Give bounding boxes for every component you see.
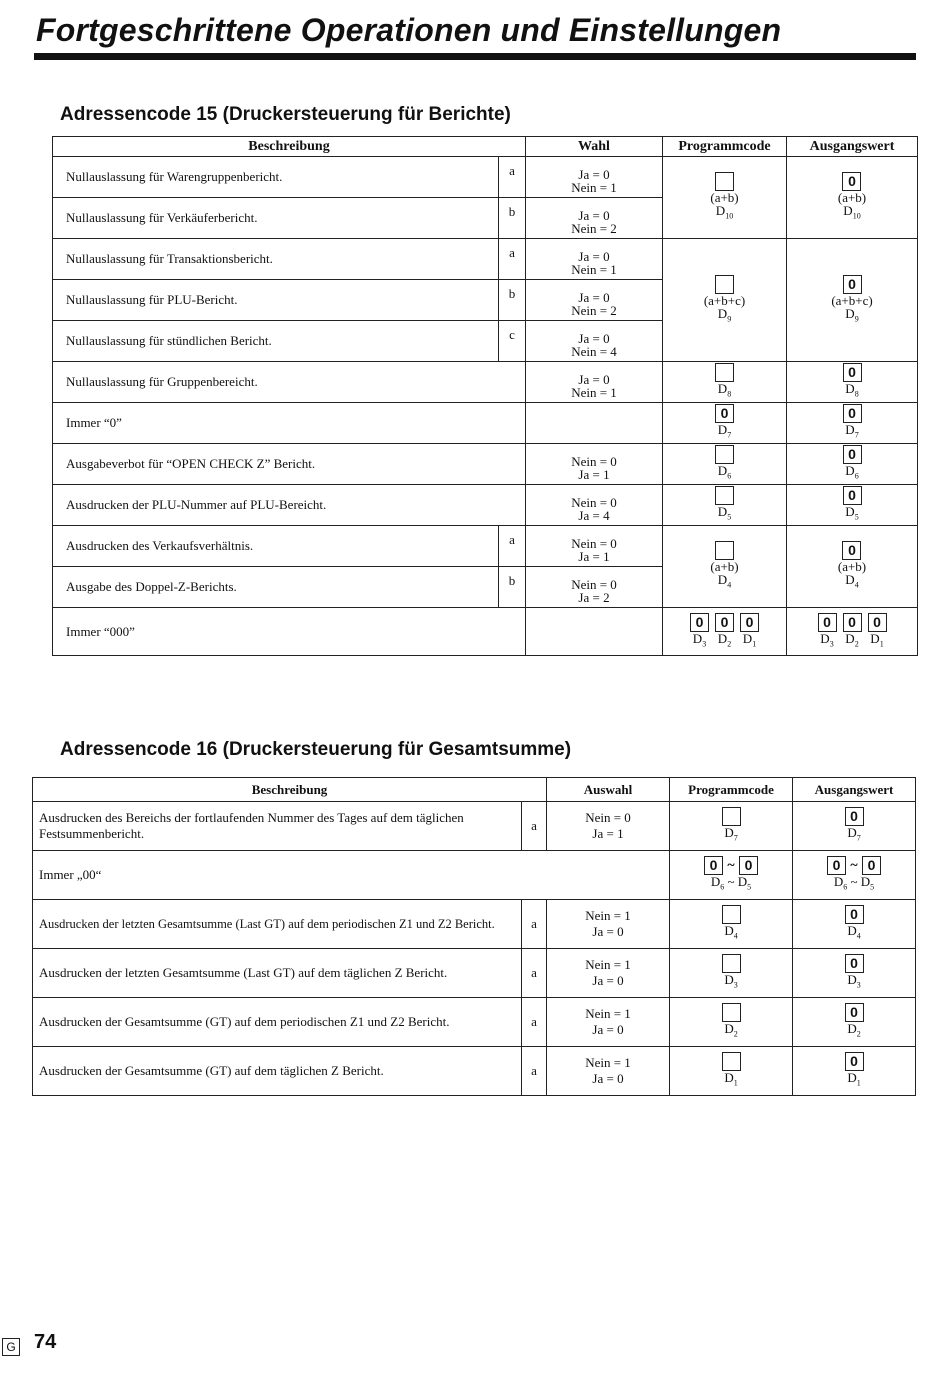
option-2: Ja = 4: [578, 508, 610, 523]
default-value-d6-d5: [793, 851, 916, 900]
digit-range-label: $D_6$ ~ $D_5$: [710, 874, 752, 892]
option-2: Ja = 2: [578, 590, 610, 605]
value-box: 0: [845, 807, 864, 826]
digit-label: $D_3$: [724, 972, 738, 990]
program-code-d4: [663, 526, 787, 608]
program-code-d3: [670, 949, 793, 998]
digit-label: $D_3$: [692, 630, 707, 649]
digit-label: $D_9$: [717, 305, 732, 324]
value-box: 0: [843, 486, 862, 505]
value-box: 0: [843, 404, 862, 423]
row-description: Immer „00“: [33, 851, 670, 900]
default-value-d6: [787, 444, 918, 485]
row-description: Ausdrucken des Bereichs der fortlaufenden Nummer des Tages auf dem täglichen Festsummenbericht.: [33, 802, 522, 851]
option-1: Nein = 0: [571, 577, 617, 592]
value-box: 0: [827, 856, 846, 875]
option-2: Nein = 4: [571, 344, 617, 359]
table-row: [53, 157, 918, 198]
sum-label: (a+b+c): [703, 292, 746, 308]
digit-label: $D_2$: [717, 630, 732, 649]
row-options: [526, 198, 663, 239]
digit-label: $D_5$: [717, 504, 732, 522]
option-1: Nein = 1: [585, 1055, 631, 1070]
address-code-15-table: [52, 136, 918, 656]
row-options: [547, 949, 670, 998]
option-2: Ja = 1: [578, 467, 610, 482]
input-box: [722, 807, 741, 826]
address-code-16-table: [32, 777, 916, 1096]
table-row: [33, 1047, 916, 1096]
default-value-d2: [793, 998, 916, 1047]
value-box: 0: [845, 905, 864, 924]
option-1: Nein = 0: [585, 810, 631, 825]
section-15-title: Adressencode 15 (Druckersteuerung für Berichte): [60, 104, 511, 125]
digit-label: $D_7$: [847, 825, 861, 843]
row-options: [547, 802, 670, 851]
tilde-symbol: ~: [727, 857, 735, 873]
table-row: [33, 802, 916, 851]
value-box: 0: [843, 613, 862, 632]
input-box: [722, 1052, 741, 1071]
program-code-d7: [670, 802, 793, 851]
value-box: 0: [818, 613, 837, 632]
input-box: [722, 954, 741, 973]
row-options: [547, 900, 670, 949]
row-sub-label: a: [522, 900, 547, 949]
option-1: Nein = 0: [571, 536, 617, 551]
row-options: [526, 485, 663, 526]
row-sub-label: c: [499, 321, 526, 362]
value-box: 0: [842, 172, 861, 191]
input-box: [715, 172, 734, 191]
header-program-code: Programmcode: [670, 778, 793, 802]
row-description: Ausdrucken der letzten Gesamtsumme (Last GT) auf dem periodischen Z1 und Z2 Bericht.: [33, 900, 522, 949]
row-options: [526, 608, 663, 656]
header-default-value: Ausgangswert: [787, 137, 918, 157]
row-description: Ausdrucken des Verkaufsverhältnis.: [53, 526, 499, 567]
digit-label: $D_4$: [717, 572, 732, 590]
row-description: Nullauslassung für stündlichen Bericht.: [53, 321, 499, 362]
header-choice: Wahl: [526, 137, 663, 157]
table-row: [53, 485, 918, 526]
option-1: Ja = 0: [578, 372, 610, 387]
digit-label: $D_3$: [847, 972, 861, 990]
value-box: 0: [843, 275, 862, 294]
sum-label: (a+b): [837, 559, 867, 575]
option-1: Nein = 0: [571, 454, 617, 469]
digit-label: $D_1$: [742, 630, 757, 649]
option-1: Ja = 0: [578, 290, 610, 305]
digit-label: $D_1$: [870, 630, 884, 649]
option-2: Ja = 1: [592, 826, 624, 841]
row-sub-label: a: [499, 239, 526, 280]
option-2: Ja = 0: [592, 1071, 624, 1086]
row-options: [526, 280, 663, 321]
input-box: [715, 541, 734, 560]
table-row: [33, 900, 916, 949]
option-2: Ja = 0: [592, 1022, 624, 1037]
program-code-d8: [663, 362, 787, 403]
header-choice: Auswahl: [547, 778, 670, 802]
digit-label: $D_2$: [724, 1021, 738, 1039]
input-box: [722, 1003, 741, 1022]
table-row: [53, 444, 918, 485]
program-code-d7: [663, 403, 787, 444]
option-1: Ja = 0: [578, 331, 610, 346]
row-description: Nullauslassung für Verkäuferbericht.: [53, 198, 499, 239]
digit-label: $D_4$: [724, 923, 738, 941]
fixed-value-box: 0: [739, 856, 758, 875]
digit-label: $D_2$: [847, 1021, 861, 1039]
row-description: Ausgabeverbot für “OPEN CHECK Z” Bericht.: [53, 444, 526, 485]
row-sub-label: a: [522, 949, 547, 998]
row-description: Nullauslassung für Gruppenbereicht.: [53, 362, 526, 403]
digit-label: $D_2$: [845, 630, 859, 649]
default-value-d1: [793, 1047, 916, 1096]
program-code-d4: [670, 900, 793, 949]
digit-label: $D_3$: [820, 630, 834, 649]
row-description: Ausgabe des Doppel-Z-Berichts.: [53, 567, 499, 608]
option-2: Nein = 2: [571, 221, 617, 236]
row-sub-label: b: [499, 567, 526, 608]
digit-range-label: $D_6$ ~ $D_5$: [833, 874, 875, 892]
row-options: [526, 567, 663, 608]
table-row: [33, 851, 916, 900]
input-box: [715, 275, 734, 294]
header-description: Beschreibung: [53, 137, 526, 157]
input-box: [715, 445, 734, 464]
default-value-d10: [787, 157, 918, 239]
row-description: Immer “000”: [53, 608, 526, 656]
row-options: [547, 1047, 670, 1096]
value-box: 0: [843, 363, 862, 382]
default-value-d7: [793, 802, 916, 851]
option-1: Nein = 1: [585, 908, 631, 923]
value-box: 0: [868, 613, 887, 632]
option-1: Nein = 0: [571, 495, 617, 510]
table-header-row: [53, 137, 918, 157]
row-description: Ausdrucken der PLU-Nummer auf PLU-Bereicht.: [53, 485, 526, 526]
row-description: Ausdrucken der Gesamtsumme (GT) auf dem täglichen Z Bericht.: [33, 1047, 522, 1096]
digit-label: $D_4$: [845, 572, 859, 590]
digit-label: $D_1$: [847, 1070, 861, 1088]
table-row: [53, 526, 918, 567]
input-box: [722, 905, 741, 924]
sum-label: (a+b+c): [831, 292, 873, 308]
option-2: Nein = 1: [571, 385, 617, 400]
header-default-value: Ausgangswert: [793, 778, 916, 802]
input-box: [715, 486, 734, 505]
digit-label: $D_4$: [847, 923, 861, 941]
section-16-title: Adressencode 16 (Druckersteuerung für Gesamtsumme): [60, 739, 572, 760]
digit-label: $D_{10}$: [715, 203, 734, 221]
digit-label: $D_8$: [845, 381, 859, 399]
value-box: 0: [862, 856, 881, 875]
row-description: Nullauslassung für Transaktionsbericht.: [53, 239, 499, 280]
value-box: 0: [845, 954, 864, 973]
table-header-row: [33, 778, 916, 802]
table-row: [33, 998, 916, 1047]
digit-label: $D_6$: [845, 463, 859, 481]
value-box: 0: [845, 1052, 864, 1071]
default-value-d3-d1: [787, 608, 918, 656]
row-options: [526, 239, 663, 280]
row-options: [526, 444, 663, 485]
option-2: Nein = 1: [571, 180, 617, 195]
fixed-value-box: 0: [704, 856, 723, 875]
digit-label: $D_8$: [717, 381, 732, 399]
digit-label: $D_{10}$: [843, 203, 861, 221]
title-rule: [34, 53, 916, 60]
row-options: [526, 321, 663, 362]
table-row: [53, 362, 918, 403]
option-2: Ja = 0: [592, 973, 624, 988]
digit-label: $D_1$: [724, 1070, 738, 1088]
digit-label: $D_7$: [845, 422, 859, 440]
option-1: Ja = 0: [578, 249, 610, 264]
row-options: [526, 526, 663, 567]
default-value-d8: [787, 362, 918, 403]
fixed-value-box: 0: [740, 613, 759, 632]
program-code-d1: [670, 1047, 793, 1096]
row-sub-label: b: [499, 198, 526, 239]
row-options: [526, 157, 663, 198]
header-description: Beschreibung: [33, 778, 547, 802]
row-description: Immer “0”: [53, 403, 526, 444]
sum-label: (a+b): [710, 190, 739, 206]
default-value-d4: [793, 900, 916, 949]
option-2: Ja = 1: [578, 549, 610, 564]
option-1: Nein = 1: [585, 957, 631, 972]
row-sub-label: a: [522, 802, 547, 851]
digit-label: $D_7$: [724, 825, 738, 843]
option-1: Nein = 1: [585, 1006, 631, 1021]
row-sub-label: a: [522, 998, 547, 1047]
fixed-value-box: 0: [690, 613, 709, 632]
page-title: Fortgeschrittene Operationen und Einstellungen: [36, 12, 782, 48]
program-code-d3-d1: [663, 608, 787, 656]
program-code-d9: [663, 239, 787, 362]
language-marker: G: [2, 1338, 20, 1356]
row-sub-label: a: [499, 526, 526, 567]
fixed-value-box: 0: [715, 404, 734, 423]
default-value-d5: [787, 485, 918, 526]
program-code-d6-d5: [670, 851, 793, 900]
default-value-d4: [787, 526, 918, 608]
option-2: Nein = 1: [571, 262, 617, 277]
program-code-d2: [670, 998, 793, 1047]
input-box: [715, 363, 734, 382]
sum-label: (a+b): [710, 559, 739, 575]
option-1: Ja = 0: [578, 167, 610, 182]
row-options: [526, 403, 663, 444]
table-row: [33, 949, 916, 998]
value-box: 0: [843, 445, 862, 464]
option-2: Nein = 2: [571, 303, 617, 318]
default-value-d9: [787, 239, 918, 362]
value-box: 0: [842, 541, 861, 560]
row-options: [547, 998, 670, 1047]
value-box: 0: [845, 1003, 864, 1022]
row-description: Ausdrucken der Gesamtsumme (GT) auf dem periodischen Z1 und Z2 Bericht.: [33, 998, 522, 1047]
digit-label: $D_6$: [717, 463, 732, 481]
table-row: [53, 403, 918, 444]
program-code-d6: [663, 444, 787, 485]
option-1: Ja = 0: [578, 208, 610, 223]
digit-label: $D_7$: [717, 422, 732, 440]
header-program-code: Programmcode: [663, 137, 787, 157]
row-sub-label: a: [499, 157, 526, 198]
page-number: 74: [34, 1331, 57, 1353]
row-sub-label: b: [499, 280, 526, 321]
digit-label: $D_5$: [845, 504, 859, 522]
fixed-value-box: 0: [715, 613, 734, 632]
row-description: Ausdrucken der letzten Gesamtsumme (Last GT) auf dem täglichen Z Bericht.: [33, 949, 522, 998]
program-code-d10: [663, 157, 787, 239]
tilde-symbol: ~: [850, 857, 858, 873]
row-description: Nullauslassung für Warengruppenbericht.: [53, 157, 499, 198]
row-description: Nullauslassung für PLU-Bericht.: [53, 280, 499, 321]
digit-label: $D_9$: [845, 305, 859, 324]
table-row: [53, 239, 918, 280]
sum-label: (a+b): [837, 190, 867, 206]
row-sub-label: a: [522, 1047, 547, 1096]
default-value-d3: [793, 949, 916, 998]
default-value-d7: [787, 403, 918, 444]
row-options: [526, 362, 663, 403]
option-2: Ja = 0: [592, 924, 624, 939]
program-code-d5: [663, 485, 787, 526]
table-row: [53, 608, 918, 656]
